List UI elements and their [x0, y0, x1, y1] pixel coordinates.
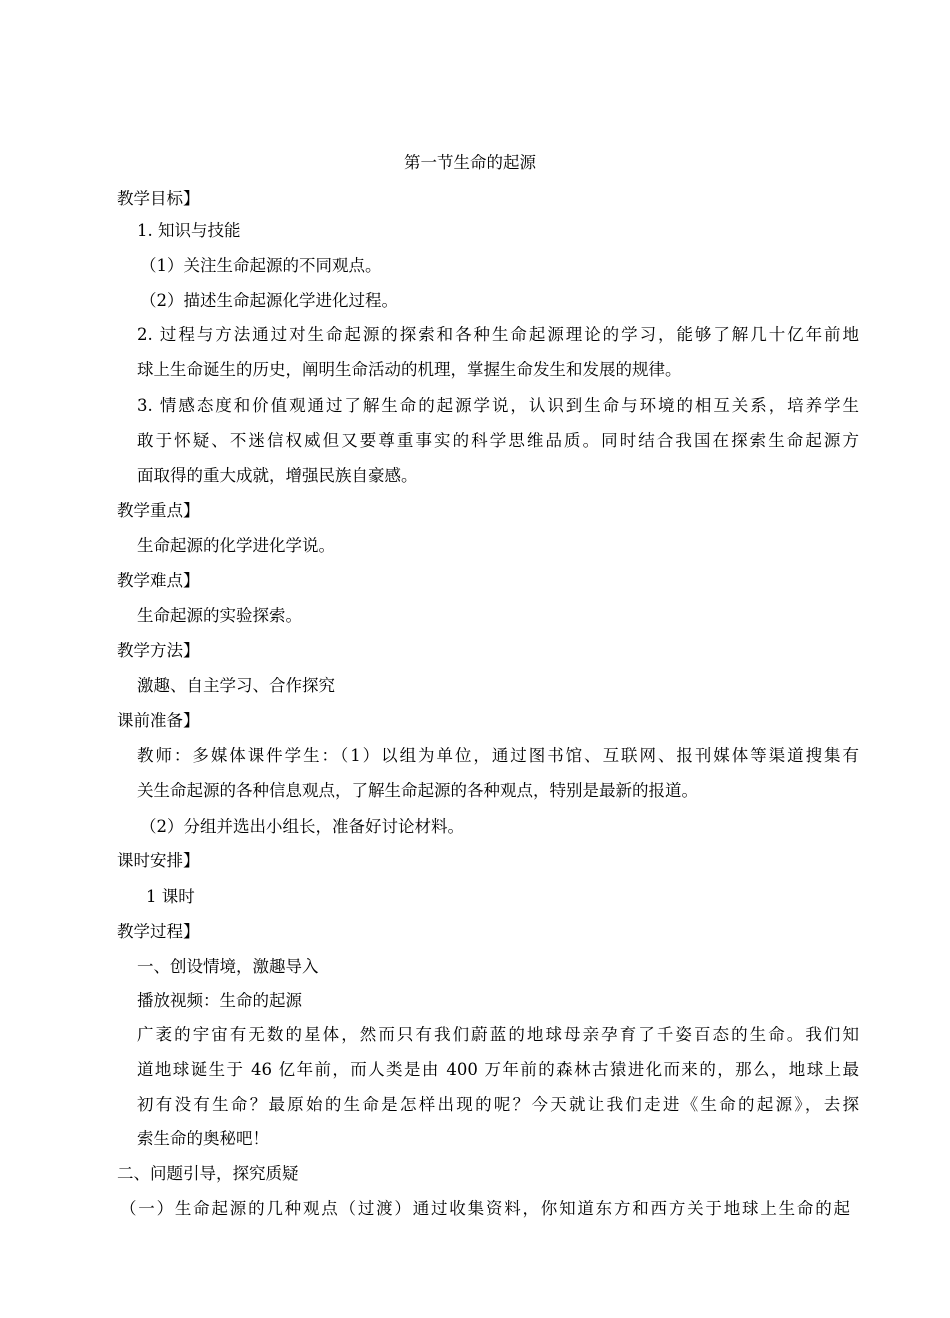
section-heading-schedule: 课时安排】 [117, 851, 200, 870]
paragraph-line: （一）生命起源的几种观点（过渡）通过收集资料，你知道东方和西方关于地球上生命的起 [120, 1199, 850, 1218]
paragraph-line: （1）关注生命起源的不同观点。 [140, 256, 382, 275]
paragraph-line: 敢于怀疑、不迷信权威但又要尊重事实的科学思维品质。同时结合我国在探索生命起源方 [137, 431, 859, 450]
document-title: 第一节生命的起源 [404, 153, 536, 172]
paragraph-line: 面取得的重大成就，增强民族自豪感。 [137, 466, 418, 485]
paragraph-line: 3. 情感态度和价值观通过了解生命的起源学说，认识到生命与环境的相互关系，培养学生 [137, 396, 859, 415]
paragraph-line: 初有没有生命？最原始的生命是怎样出现的呢？今天就让我们走进《生命的起源》，去探 [137, 1095, 859, 1114]
paragraph-line: 生命起源的化学进化学说。 [137, 536, 335, 555]
paragraph-line: 1. 知识与技能 [137, 221, 241, 240]
paragraph-line: 一、创设情境，激趣导入 [137, 957, 319, 976]
paragraph-line: （2）描述生命起源化学进化过程。 [140, 291, 398, 310]
section-heading-inquiry: 二、问题引导，探究质疑 [117, 1164, 299, 1183]
section-heading-preparation: 课前准备】 [117, 711, 200, 730]
section-heading-process: 教学过程】 [117, 922, 200, 941]
section-heading-difficulties: 教学难点】 [117, 571, 200, 590]
paragraph-line: 播放视频：生命的起源 [137, 991, 302, 1010]
paragraph-line: 激趣、自主学习、合作探究 [137, 676, 335, 695]
paragraph-line: 关生命起源的各种信息观点，了解生命起源的各种观点，特别是最新的报道。 [137, 781, 698, 800]
paragraph-line: 广袤的宇宙有无数的星体，然而只有我们蔚蓝的地球母亲孕育了千姿百态的生命。我们知 [137, 1025, 859, 1044]
section-heading-objectives: 教学目标】 [117, 189, 200, 208]
paragraph-line: 教师：多媒体课件学生：（1）以组为单位，通过图书馆、互联网、报刊媒体等渠道搜集有 [137, 746, 859, 765]
paragraph-line: 索生命的奥秘吧！ [137, 1129, 269, 1148]
section-heading-key-points: 教学重点】 [117, 501, 200, 520]
paragraph-line: 1 课时 [146, 887, 195, 906]
paragraph-line: 2. 过程与方法通过对生命起源的探索和各种生命起源理论的学习，能够了解几十亿年前地 [137, 325, 859, 344]
section-heading-methods: 教学方法】 [117, 641, 200, 660]
paragraph-line: 道地球诞生于 46 亿年前，而人类是由 400 万年前的森林古猿进化而来的，那么，地球上最 [137, 1060, 859, 1079]
paragraph-line: 生命起源的实验探索。 [137, 606, 302, 625]
paragraph-line: （2）分组并选出小组长，准备好讨论材料。 [140, 817, 464, 836]
paragraph-line: 球上生命诞生的历史，阐明生命活动的机理，掌握生命发生和发展的规律。 [137, 360, 682, 379]
